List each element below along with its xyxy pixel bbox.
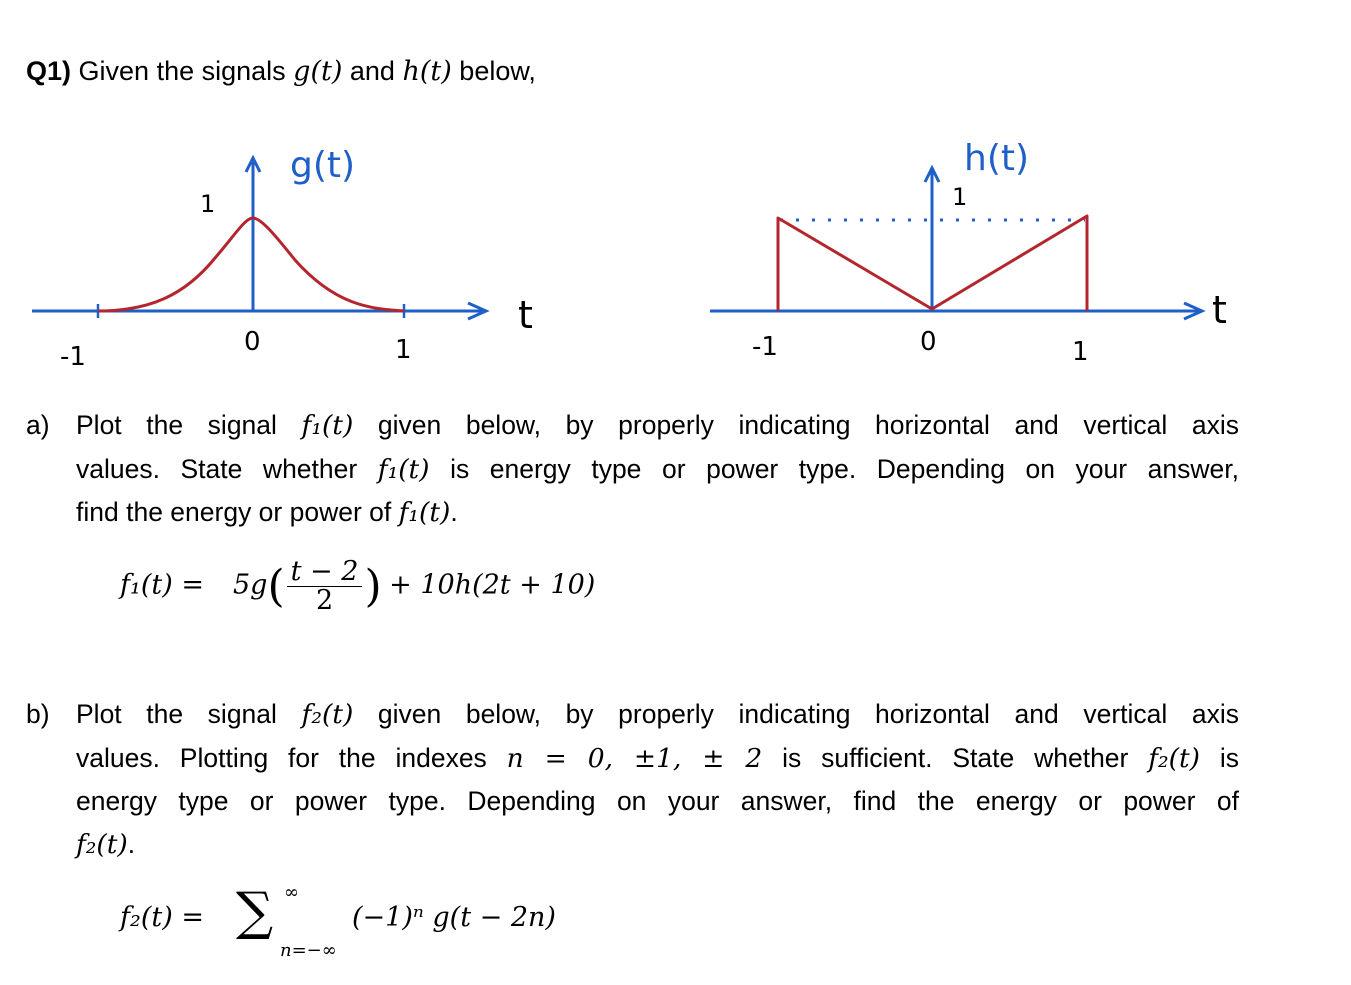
part-a-line1: Plot the signal f₁(t) given below, by properly indicating horizontal and vertical axis <box>76 410 1239 441</box>
h-peak-label: 1 <box>952 183 968 211</box>
part-a-paragraph <box>26 404 1239 535</box>
part-b-line2: values. Plotting for the indexes n = 0, ±1, ± 2 is sufficient. State whether f₂(t) is <box>76 742 1239 774</box>
f1-equation: f₁(t) = 5g( $\frac{t - 2}{2}$ ) + 10h(2t + 10) <box>120 556 596 616</box>
g-tick-1-label: 1 <box>395 335 412 365</box>
part-b-line4: f₂(t). <box>76 828 136 860</box>
figure-h <box>690 110 1290 380</box>
g-axis-t-label: t <box>518 293 533 337</box>
part-b-line3: energy type or power type. Depending on your answer, find the energy or power of <box>76 786 1239 816</box>
sum-term: (−1)ⁿ g(t − 2n) <box>352 902 556 933</box>
part-b-label: b) <box>26 699 50 729</box>
part-a-line2: values. State whether f₁(t) is energy type or power type. Depending on your answer, <box>76 453 1239 485</box>
part-a-line3: find the energy or power of f₁(t). <box>76 497 458 528</box>
part-a-label: a) <box>26 410 50 440</box>
g-title-label: g(t) <box>290 145 356 186</box>
h-tick-neg1-label: -1 <box>752 332 778 362</box>
f1-fraction: $\frac{t - 2}{2}$ <box>287 558 363 615</box>
part-b-paragraph <box>26 693 1239 866</box>
g-curve <box>98 218 404 311</box>
h-title-label: h(t) <box>964 138 1030 179</box>
g-peak-label: 1 <box>200 190 216 218</box>
sum-upper-limit: ∞ <box>284 882 299 903</box>
h-axis-t-label: t <box>1212 288 1227 332</box>
figure-g <box>0 120 640 390</box>
intro-text-post: below, <box>459 56 536 86</box>
f2-equation <box>120 882 620 962</box>
sum-lower-limit: n=−∞ <box>280 940 337 961</box>
intro-text-pre: Given the signals <box>78 56 286 86</box>
question-heading <box>26 56 536 87</box>
g-tick-0-label: 0 <box>244 327 261 357</box>
h-tick-1-label: 1 <box>1072 337 1089 367</box>
part-b-line1: Plot the signal f₂(t) given below, by properly indicating horizontal and vertical axis <box>76 699 1239 730</box>
f2-lhs: f₂(t) = <box>120 902 204 933</box>
g-symbol: g(t) <box>293 56 343 87</box>
h-symbol: h(t) <box>402 56 452 87</box>
sum-symbol: ∑ <box>236 882 274 942</box>
h-tick-0-label: 0 <box>920 327 937 357</box>
intro-and: and <box>349 56 395 86</box>
question-label: Q1) <box>26 56 72 86</box>
g-tick-neg1-label: -1 <box>60 342 86 372</box>
